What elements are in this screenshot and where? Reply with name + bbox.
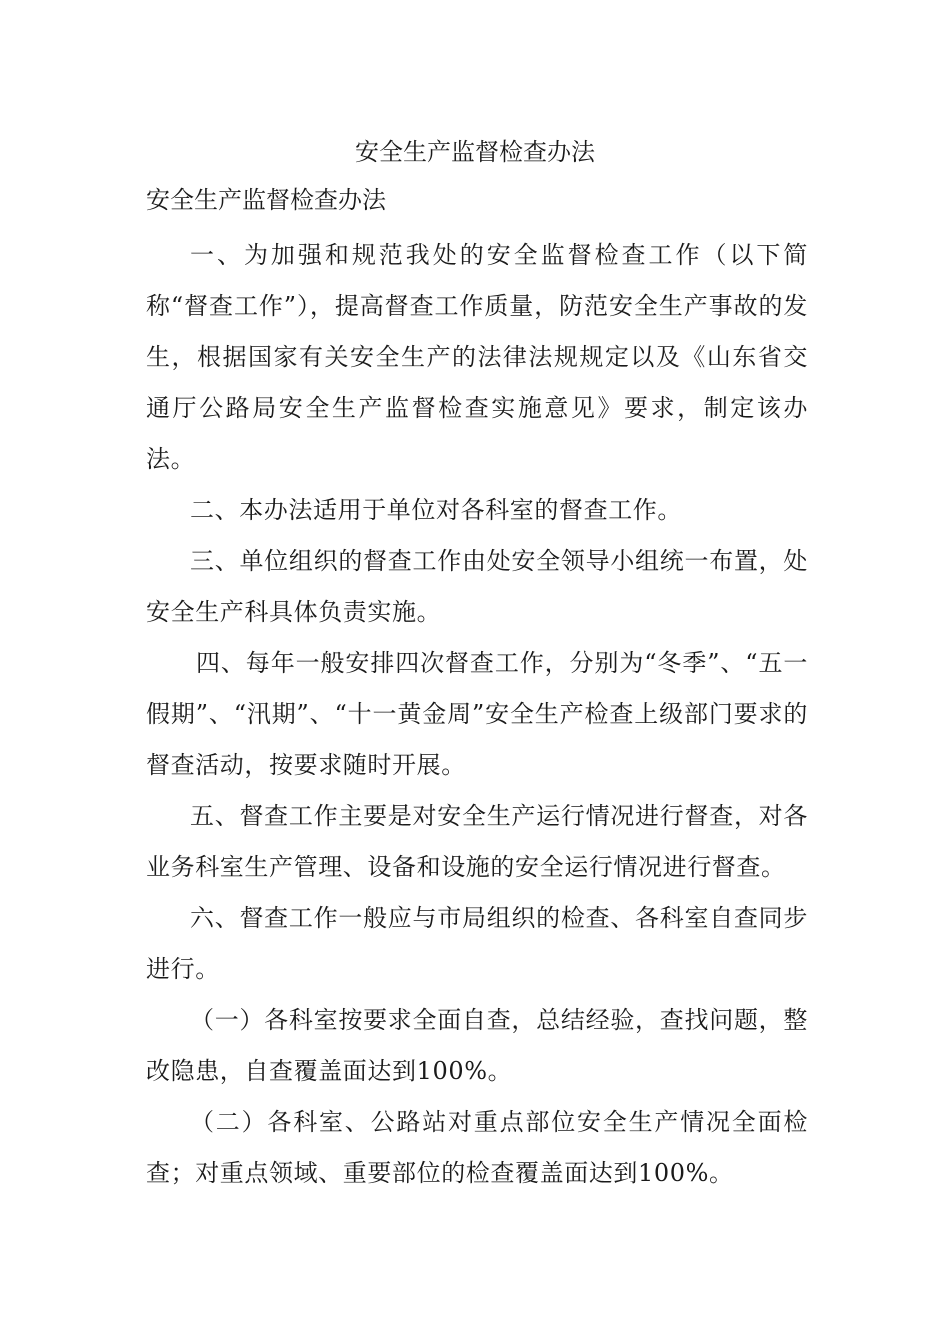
document-title: 安全生产监督检查办法 (355, 138, 595, 166)
paragraph-2: 二、本办法适用于单位对各科室的督查工作。 (190, 496, 682, 524)
paragraph-6: 六、督查工作一般应与市局组织的检查、各科室自查同步进行。 (146, 904, 808, 983)
document-subtitle: 安全生产监督检查办法 (146, 186, 386, 214)
paragraph-1: 一、为加强和规范我处的安全监督检查工作（以下简称“督查工作”），提高督查工作质量，防范安全生产事故的发生，根据国家有关安全生产的法律法规规定以及《山东省交通厅公路局安全生产监督检查实施意见》要求，制定该办法。 (146, 241, 808, 473)
paragraph-7: （一）各科室按要求全面自查，总结经验，查找问题，整改隐患，自查覆盖面达到100%。 (146, 1006, 808, 1085)
document-body (146, 230, 808, 1199)
paragraph-3: 三、单位组织的督查工作由处安全领导小组统一布置，处安全生产科具体负责实施。 (146, 547, 808, 626)
paragraph-8: （二）各科室、公路站对重点部位安全生产情况全面检查；对重点领域、重要部位的检查覆盖面达到100%。 (146, 1108, 808, 1187)
paragraph-5: 五、督查工作主要是对安全生产运行情况进行督查，对各业务科室生产管理、设备和设施的安全运行情况进行督查。 (146, 802, 808, 881)
paragraph-4: 四、每年一般安排四次督查工作，分别为“冬季”、“五一假期”、“汛期”、“十一黄金周”安全生产检查上级部门要求的督查活动，按要求随时开展。 (146, 649, 808, 779)
